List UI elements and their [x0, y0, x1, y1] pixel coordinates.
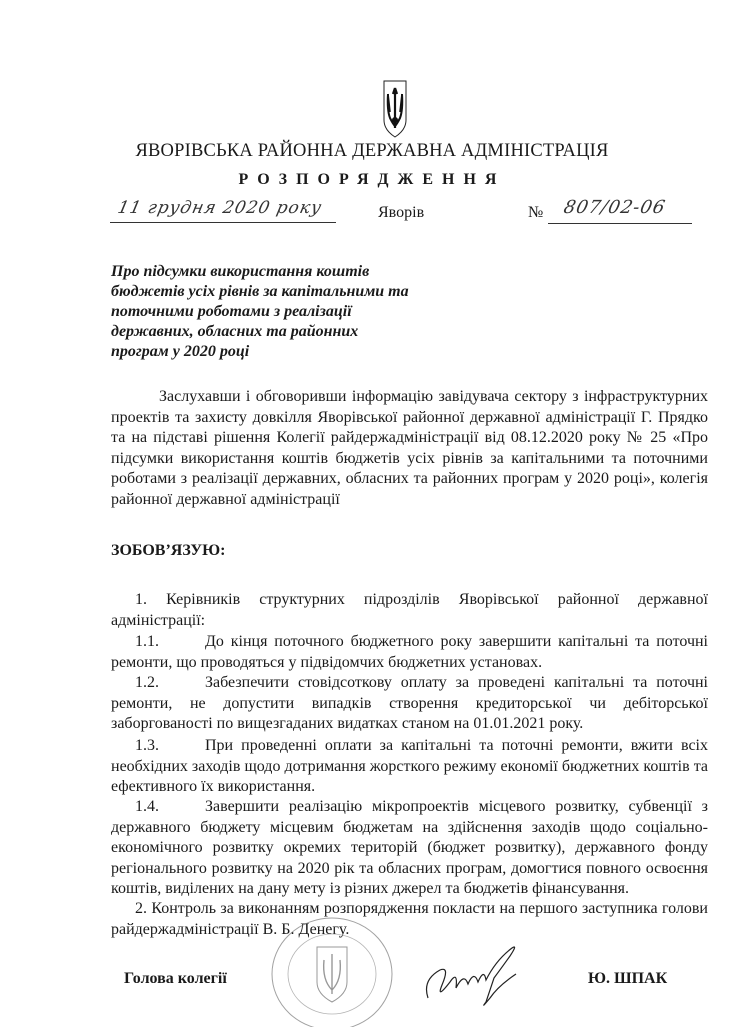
item-1-2	[111, 673, 708, 735]
administration-title: ЯВОРІВСЬКА РАЙОННА ДЕРЖАВНА АДМІНІСТРАЦІЯ	[135, 141, 609, 161]
coat-of-arms-icon	[383, 80, 407, 138]
item-1-4	[111, 797, 708, 900]
intro-paragraph: Заслухавши і обговоривши інформацію завідувача сектору з інфраструктурних проектів та захисту довкілля Яворівської районної державної адміністрації Г. Прядко та на підставі рішення Колегії райдержадміністрації від 08.12.2020 року № 25 «Про підсумки використання коштів бюджетів усіх рівнів за капітальними та поточними роботами з реалізації державних, обласних та районних програм у 2020 році», колегія районної державної адміністрації	[111, 388, 708, 508]
date-underline	[110, 222, 336, 223]
item-1-3	[111, 736, 708, 798]
signatory-title: Голова колегії	[124, 970, 227, 987]
item-number: 1.2.	[135, 674, 159, 691]
item-number: 1.1.	[135, 633, 159, 650]
number-sign: №	[528, 204, 544, 221]
item-1: 1. Керівників структурних підрозділів Яворівської районної державної адміністрації:	[111, 591, 708, 629]
document-subject: Про підсумки використання коштів бюджетів усіх рівнів за капітальними та поточними роботами з реалізації державних, обласних та районних програм у 2020 році	[111, 263, 409, 360]
handwritten-date: 11 грудня 2020 року	[115, 198, 324, 218]
resolution-heading: ЗОБОВ’ЯЗУЮ:	[111, 542, 226, 559]
item-text: Забезпечити стовідсоткову оплату за проведені капітальні та поточні ремонти, не допустити випадків створення кредиторської чи дебіторської заборгованості по вищезгаданих видатках станом на 01.01.2021 року.	[111, 674, 708, 732]
signatory-name: Ю. ШПАК	[588, 970, 668, 987]
item-1-1	[111, 632, 708, 673]
item-2: 2. Контроль за виконанням розпорядження покласти на першого заступника голови райдержадміністрації В. Б. Денегу.	[111, 900, 708, 938]
place-name: Яворів	[378, 204, 425, 221]
number-underline	[548, 223, 692, 224]
item-text: До кінця поточного бюджетного року завершити капітальні та поточні ремонти, що проводяться у підвідомчих бюджетних установах.	[111, 633, 708, 671]
item-text: Завершити реалізацію мікропроектів місцевого розвитку, субвенції з державного бюджету місцевим бюджетам на здійснення заходів щодо соціально-економічного розвитку окремих територій (бюджет розвитку), державного фонду регіонального розвитку на 2020 рік та обласних програм, домогтися повного освоєння коштів, виділених на дану мету із різних джерел та бюджетів фінансування.	[111, 798, 708, 897]
handwritten-signature	[420, 940, 540, 1010]
handwritten-number: 807/02-06	[561, 197, 668, 218]
item-number: 1.4.	[135, 798, 159, 815]
item-text: При проведенні оплати за капітальні та поточні ремонти, вжити всіх необхідних заходів щодо дотримання жорсткого режиму економії бюджетних коштів та ефективного їх використання.	[111, 737, 708, 795]
official-stamp	[267, 912, 397, 1027]
item-number: 1.3.	[135, 737, 159, 754]
document-type-title: РОЗПОРЯДЖЕННЯ	[238, 171, 506, 188]
